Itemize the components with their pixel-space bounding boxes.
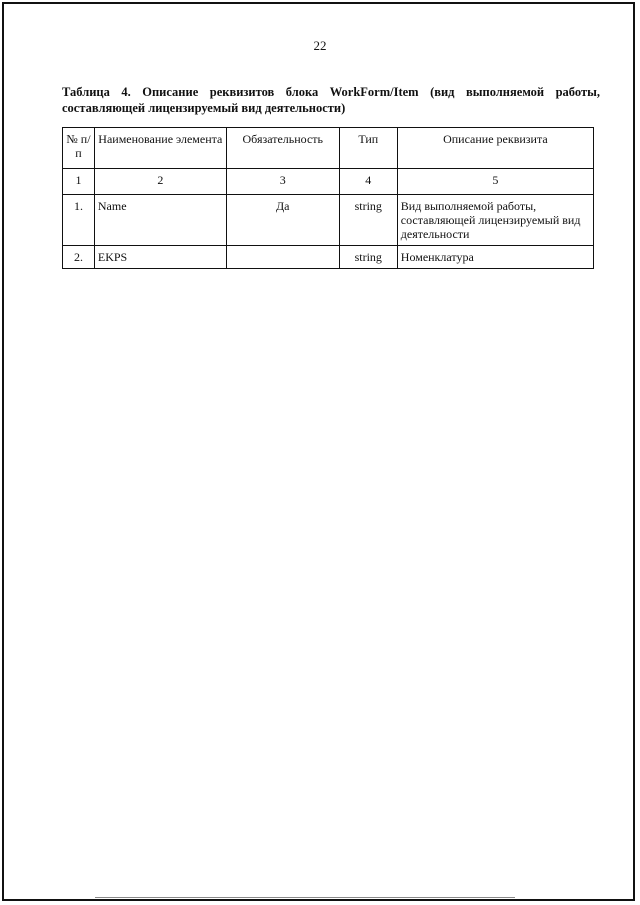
column-index-2: 2 (94, 169, 226, 195)
scan-artifact-line (95, 897, 515, 898)
table-row (63, 195, 594, 246)
column-index-3: 3 (226, 169, 339, 195)
row-name: Name (94, 195, 226, 246)
header-name: Наименование элемента (94, 128, 226, 169)
row-type: string (339, 195, 397, 246)
table-row (63, 246, 594, 269)
column-index-row (63, 169, 594, 195)
column-index-1: 1 (63, 169, 95, 195)
requisites-table (62, 127, 594, 269)
table-caption: Таблица 4. Описание реквизитов блока WorkForm/Item (вид выполняемой работы, составляющей лицензируемый вид деятельности) (62, 85, 600, 115)
page-number: 22 (313, 38, 327, 53)
header-required: Обязательность (226, 128, 339, 169)
row-type: string (339, 246, 397, 269)
row-name: EKPS (94, 246, 226, 269)
header-num: № п/п (63, 128, 95, 169)
header-description: Описание реквизита (397, 128, 593, 169)
row-description: Вид выполняемой работы, составляющей лицензируемый вид деятельности (397, 195, 593, 246)
row-num: 2. (63, 246, 95, 269)
header-type: Тип (339, 128, 397, 169)
row-num: 1. (63, 195, 95, 246)
row-required: Да (226, 195, 339, 246)
column-index-5: 5 (397, 169, 593, 195)
table-header-row (63, 128, 594, 169)
column-index-4: 4 (339, 169, 397, 195)
row-required (226, 246, 339, 269)
row-description: Номенклатура (397, 246, 593, 269)
